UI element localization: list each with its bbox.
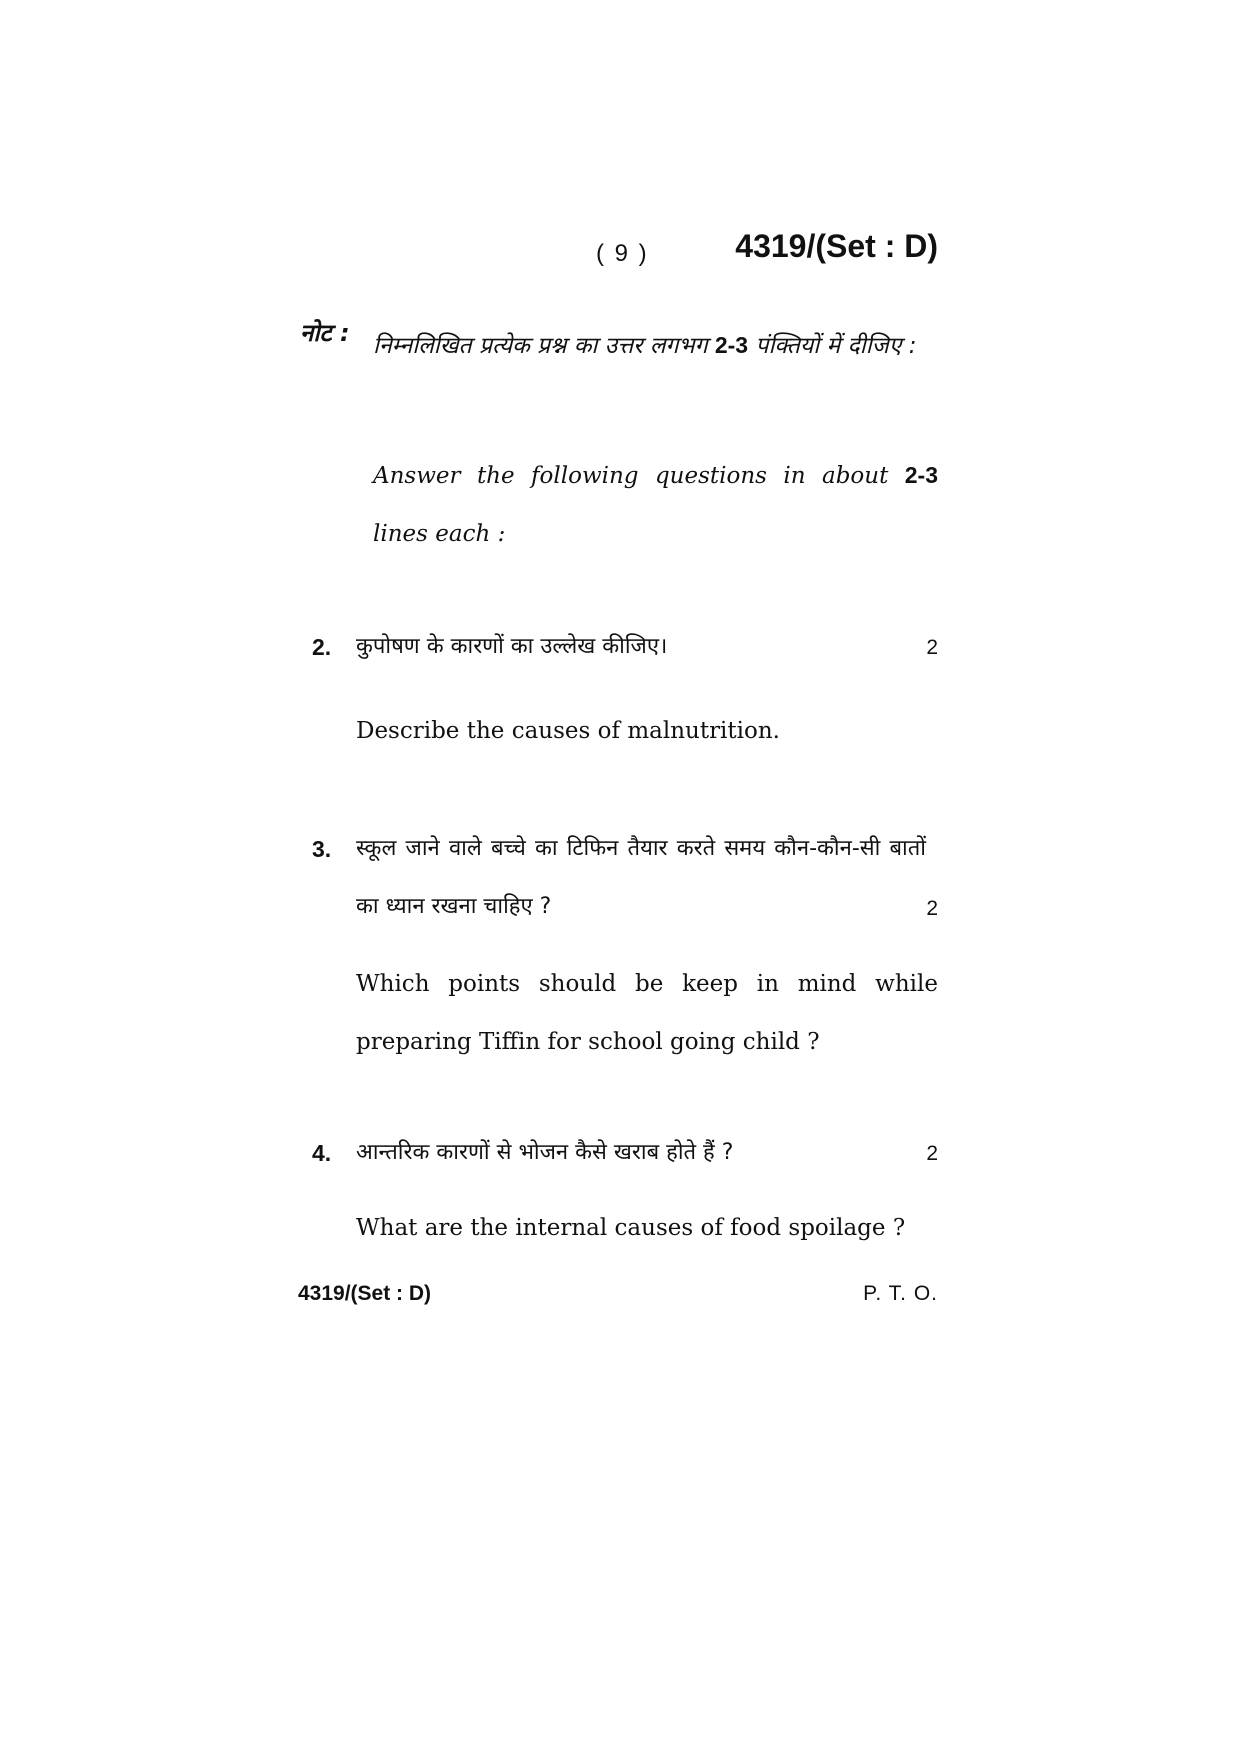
please-turn-over: P. T. O. bbox=[863, 1282, 938, 1305]
question-marks: 2 bbox=[926, 897, 938, 920]
note-english-lines-count: 2-3 bbox=[904, 462, 938, 488]
question-number: 3. bbox=[312, 836, 332, 862]
question-marks: 2 bbox=[926, 1142, 938, 1165]
question-text-hindi: कुपोषण के कारणों का उल्लेख कीजिए। bbox=[356, 634, 668, 659]
question-text-english: Describe the causes of malnutrition. bbox=[356, 718, 780, 744]
paper-code-footer: 4319/(Set : D) bbox=[298, 1282, 432, 1305]
note-english-text-2: lines each : bbox=[373, 521, 506, 547]
note-hindi-text-2: पंक्तियों में दीजिए : bbox=[748, 333, 917, 359]
note-english-text-1: Answer the following questions in about bbox=[373, 463, 905, 489]
page-number: ( 9 ) bbox=[596, 240, 649, 267]
note-instruction-english bbox=[373, 446, 938, 563]
paper-code-header: 4319/(Set : D) bbox=[735, 228, 938, 264]
question-marks: 2 bbox=[926, 636, 938, 659]
question-number: 2. bbox=[312, 634, 332, 660]
note-hindi-lines-count: 2-3 bbox=[714, 332, 749, 358]
question-text-english: Which points should be keep in mind while preparing Tiffin for school going child ? bbox=[356, 971, 938, 1055]
note-label: नोट : bbox=[300, 319, 350, 347]
note-hindi-text-1: निम्नलिखित प्रत्येक प्रश्न का उत्तर लगभग bbox=[373, 333, 715, 359]
note-instruction-hindi bbox=[373, 316, 938, 375]
question-text-hindi: स्कूल जाने वाले बच्चे का टिफिन तैयार करते समय कौन-कौन-सी बातों का ध्यान रखना चाहिए ? bbox=[356, 836, 926, 919]
question-number: 4. bbox=[312, 1140, 332, 1166]
question-text-hindi: आन्तरिक कारणों से भोजन कैसे खराब होते हैं ? bbox=[356, 1140, 734, 1165]
question-text-english: What are the internal causes of food spoilage ? bbox=[356, 1215, 906, 1241]
